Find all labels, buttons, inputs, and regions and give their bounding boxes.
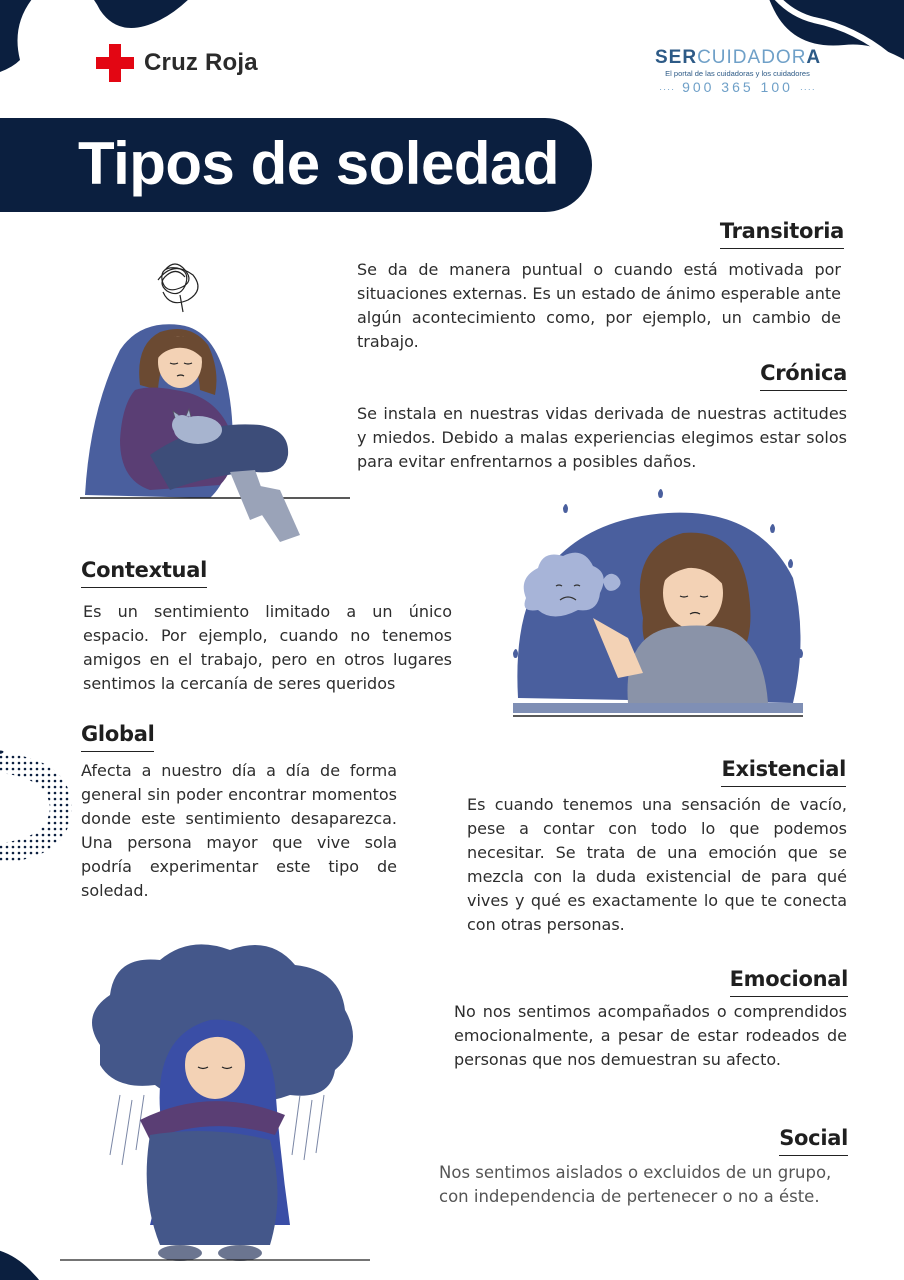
heading-transitoria: Transitoria [720,218,844,249]
heading-existencial: Existencial [721,756,846,787]
cruz-roja-logo[interactable] [96,44,258,82]
brand-end: A [806,47,822,68]
illustration-girl-under-rain-cloud [60,935,380,1270]
illustration-girl-with-cloud [508,488,808,728]
illustration-girl-with-cat [80,250,355,550]
heading-cronica: Crónica [760,360,847,391]
dots-icon: ···· [799,84,816,94]
page-title: Tipos de soledad [78,130,559,197]
dots-icon: ···· [659,84,676,94]
heading-contextual: Contextual [81,557,207,588]
brand-light: CUIDADOR [697,47,807,68]
text-transitoria: Se da de manera puntual o cuando está motivada por situaciones externas. Es un estado de ánimo esperable ante algún acontecimiento como, por ejemplo, un cambio de trabajo. [357,260,841,351]
red-cross-icon [96,44,134,82]
sercuidadora-logo[interactable] [655,48,820,95]
text-social: Nos sentimos aislados o excluidos de un grupo, con independencia de pertenecer o no a éste. [439,1163,832,1206]
heading-global: Global [81,721,154,752]
text-contextual: Es un sentimiento limitado a un único espacio. Por ejemplo, cuando no tenemos amigos en el trabajo, pero en otros lugares sentimos la cercanía de seres queridos [83,602,452,693]
sercuidadora-brand [655,48,820,68]
cruz-roja-name: Cruz Roja [144,49,258,76]
heading-social: Social [779,1125,848,1156]
heading-emocional: Emocional [730,966,848,997]
sercuidadora-phone-row [655,79,820,95]
text-cronica: Se instala en nuestras vidas derivada de nuestras actitudes y miedos. Debido a malas experiencias elegimos estar solos para evitar enfrentarnos a posibles daños. [357,404,847,471]
decorative-dots-left [0,748,80,868]
brand-bold: SER [655,47,698,68]
text-global: Afecta a nuestro día a día de forma general sin poder encontrar momentos donde este sentimiento desaparezca. Una persona mayor que vive sola podría experimentar este tipo de soledad. [81,761,397,900]
phone-number: 900 365 100 [682,79,793,95]
sercuidadora-tagline: El portal de las cuidadoras y los cuidadores [665,69,810,78]
text-existencial: Es cuando tenemos una sensación de vacío, pese a contar con todo lo que podemos necesitar. Se trata de una emoción que se mezcla con la duda existencial de para qué vives y qué es exactamente lo que te conecta con otras personas. [467,795,847,934]
text-emocional: No nos sentimos acompañados o comprendidos emocionalmente, a pesar de estar rodeados de personas que nos demuestran su afecto. [454,1002,847,1069]
